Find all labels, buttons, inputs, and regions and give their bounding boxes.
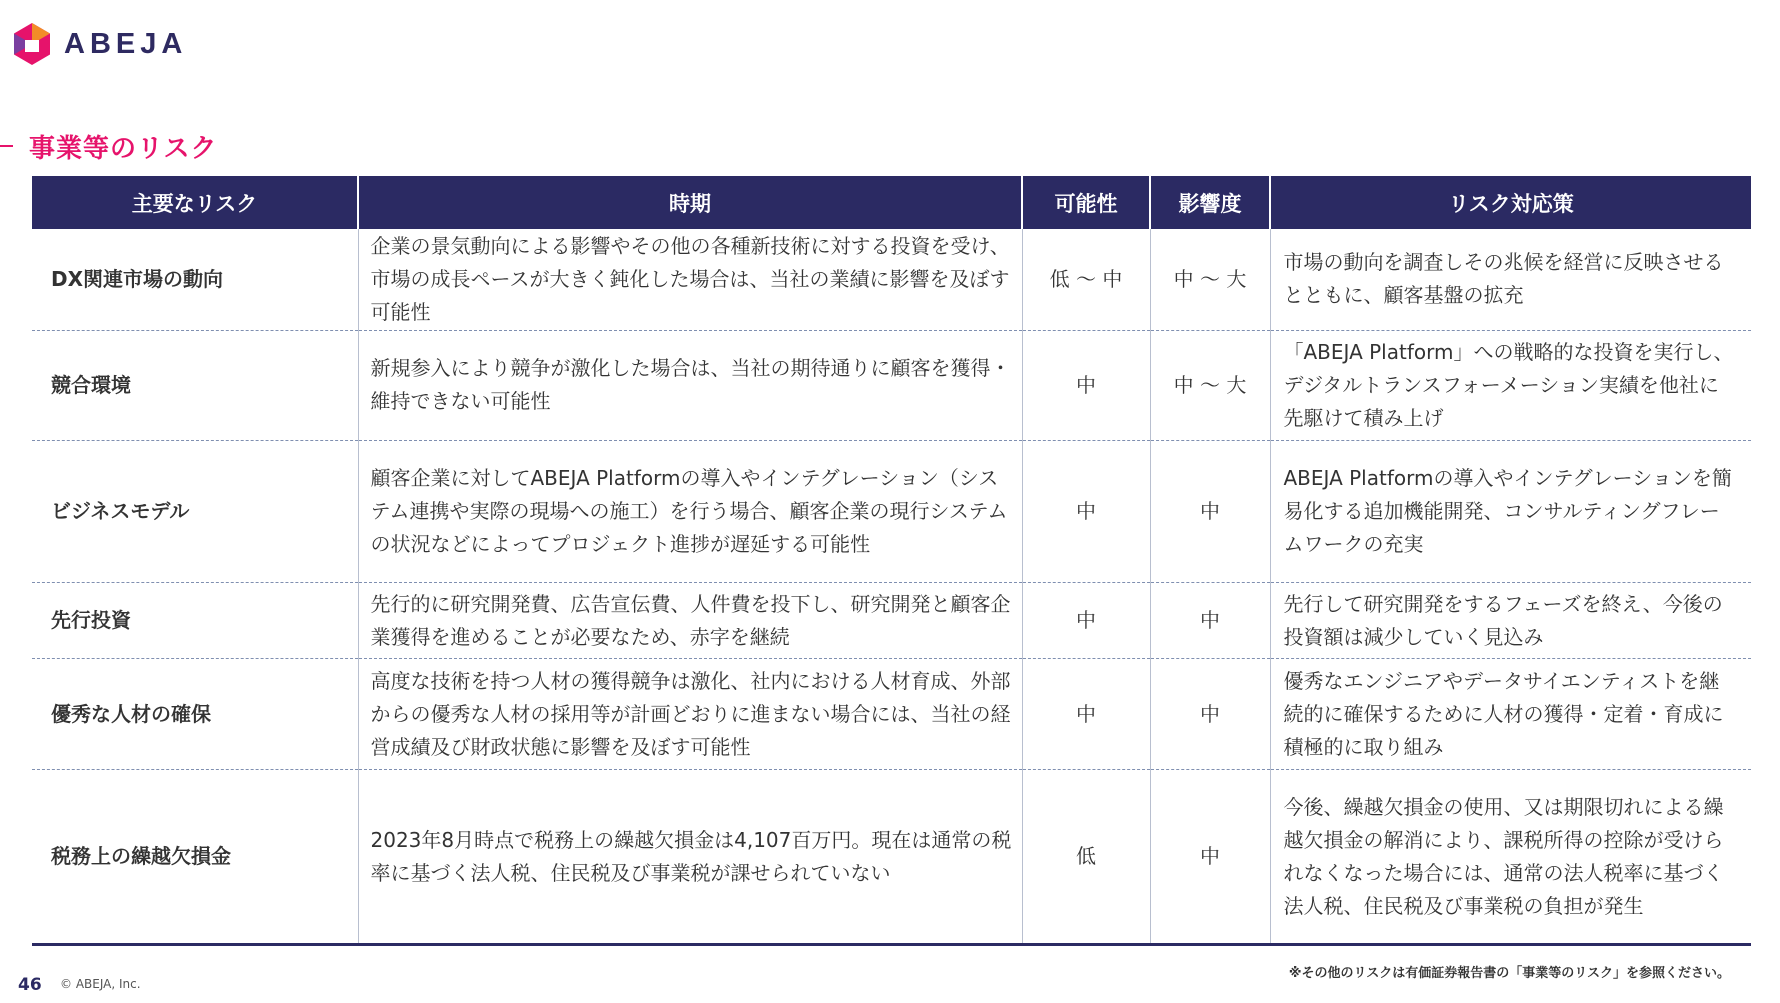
risk-impact: 中 [1150, 770, 1270, 945]
header-countermeasure: リスク対応策 [1270, 176, 1751, 229]
table-row [32, 659, 1751, 770]
footnote: ※その他のリスクは有価証券報告書の「事業等のリスク」を参照ください。 [1288, 966, 1730, 981]
abeja-logo-icon [12, 22, 52, 66]
table-header-row [32, 176, 1751, 229]
header-likelihood: 可能性 [1022, 176, 1150, 229]
risk-countermeasure: 優秀なエンジニアやデータサイエンティストを継続的に確保するために人材の獲得・定着・育成に積極的に取り組み [1270, 659, 1751, 770]
risk-countermeasure: 先行して研究開発をするフェーズを終え、今後の投資額は減少していく見込み [1270, 582, 1751, 658]
table-row [32, 440, 1751, 582]
header-main-risk: 主要なリスク [32, 176, 358, 229]
risk-likelihood: 低 〜 中 [1022, 229, 1150, 330]
risk-table [32, 176, 1751, 946]
risk-name: DX関連市場の動向 [32, 229, 358, 330]
risk-name: 税務上の繰越欠損金 [32, 770, 358, 945]
risk-timing: 高度な技術を持つ人材の獲得競争は激化、社内における人材育成、外部からの優秀な人材の採用等が計画どおりに進まない場合には、当社の経営成績及び財政状態に影響を及ぼす可能性 [358, 659, 1022, 770]
risk-name: 先行投資 [32, 582, 358, 658]
risk-impact: 中 〜 大 [1150, 229, 1270, 330]
section-title [0, 126, 217, 166]
risk-timing: 新規参入により競争が激化した場合は、当社の期待通りに顧客を獲得・維持できない可能性 [358, 330, 1022, 440]
risk-likelihood: 中 [1022, 582, 1150, 658]
risk-timing: 2023年8月時点で税務上の繰越欠損金は4,107百万円。現在は通常の税率に基づく法人税、住民税及び事業税が課せられていない [358, 770, 1022, 945]
risk-countermeasure: 市場の動向を調査しその兆候を経営に反映させるとともに、顧客基盤の拡充 [1270, 229, 1751, 330]
page-number: 46 [18, 975, 42, 995]
table-row [32, 582, 1751, 658]
risk-countermeasure: ABEJA Platformの導入やインテグレーションを簡易化する追加機能開発、コンサルティングフレームワークの充実 [1270, 440, 1751, 582]
risk-name: 優秀な人材の確保 [32, 659, 358, 770]
table-row [32, 330, 1751, 440]
risk-impact: 中 [1150, 440, 1270, 582]
risk-countermeasure: 今後、繰越欠損金の使用、又は期限切れによる繰越欠損金の解消により、課税所得の控除が受けられなくなった場合には、通常の法人税率に基づく法人税、住民税及び事業税の負担が発生 [1270, 770, 1751, 945]
risk-likelihood: 中 [1022, 440, 1150, 582]
table-row [32, 770, 1751, 945]
copyright-text: © ABEJA, Inc. [60, 977, 141, 991]
risk-name: ビジネスモデル [32, 440, 358, 582]
risk-timing: 先行的に研究開発費、広告宣伝費、人件費を投下し、研究開発と顧客企業獲得を進めることが必要なため、赤字を継続 [358, 582, 1022, 658]
table-row [32, 229, 1751, 330]
risk-impact: 中 [1150, 582, 1270, 658]
risk-countermeasure: 「ABEJA Platform」への戦略的な投資を実行し、デジタルトランスフォーメーション実績を他社に先駆けて積み上げ [1270, 330, 1751, 440]
risk-timing: 企業の景気動向による影響やその他の各種新技術に対する投資を受け、市場の成長ペースが大きく鈍化した場合は、当社の業績に影響を及ぼす可能性 [358, 229, 1022, 330]
header-impact: 影響度 [1150, 176, 1270, 229]
risk-likelihood: 中 [1022, 659, 1150, 770]
header-timing: 時期 [358, 176, 1022, 229]
abeja-logo [12, 22, 187, 66]
risk-likelihood: 中 [1022, 330, 1150, 440]
title-dash-decoration [0, 145, 13, 147]
logo-text: ABEJA [64, 27, 188, 60]
risk-timing: 顧客企業に対してABEJA Platformの導入やインテグレーション（システム連携や実際の現場への施工）を行う場合、顧客企業の現行システムの状況などによってプロジェクト進捗が遅延する可能性 [358, 440, 1022, 582]
risk-likelihood: 低 [1022, 770, 1150, 945]
risk-impact: 中 〜 大 [1150, 330, 1270, 440]
risk-impact: 中 [1150, 659, 1270, 770]
page-title: 事業等のリスク [29, 133, 218, 164]
risk-name: 競合環境 [32, 330, 358, 440]
